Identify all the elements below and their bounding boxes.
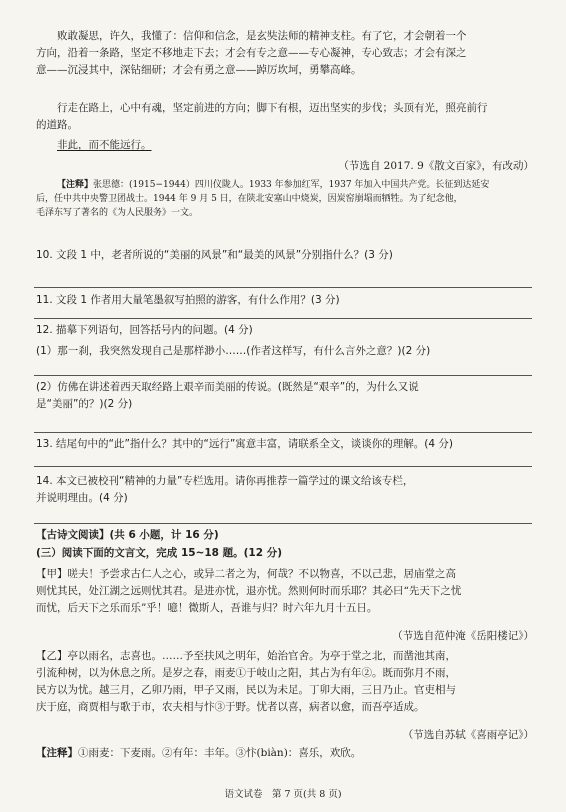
- text-line: 庆于庭，商贾相与歌于市，农夫相与忭③于野。忧者以喜，病者以愈，而吾亭适成。: [36, 701, 425, 713]
- text-line: 的道路。: [36, 119, 78, 131]
- note-label: 【注释】: [36, 747, 78, 759]
- question-12-2-line: (2）仿佛在讲述着西天取经路上艰辛而美丽的传说。(既然是“艰辛”的，为什么又说: [36, 381, 419, 393]
- text-line: 方向，沿着一条路，坚定不移地走下去；才会有专之意——专心凝神，专心致志；才会有深之: [36, 47, 467, 59]
- question-14-line: 并说明理由。(4 分): [36, 492, 128, 504]
- jia-source: （节选自范仲淹《岳阳楼记》）: [392, 630, 534, 642]
- text-line: 而忧，后天下之乐而乐”乎！噫！微斯人，吾谁与归？时六年九月十五日。: [36, 602, 378, 614]
- question-14-line: 14. 本文已被校刊“精神的力量”专栏选用。请你再推荐一篇学过的课文给该专栏，: [36, 475, 414, 487]
- yi-source: （节选自苏轼《喜雨亭记》）: [402, 729, 534, 741]
- question-14: [36, 473, 534, 507]
- text-line: 引流种树，以为休息之所。是岁之春，雨麦①于岐山之阳，其占为有年②。既而弥月不雨，: [36, 667, 456, 679]
- section-subheader: (三）阅读下面的文言文，完成 15~18 题。(12 分): [36, 547, 282, 559]
- note-text: ①雨麦：下麦雨。②有年：丰年。③忭(biàn)：喜乐，欢欣。: [78, 747, 362, 759]
- text-line: 败敢凝思，许久，我懂了：信仰和信念，是玄奘法师的精神支柱。有了它，才会朝着一个: [57, 30, 467, 42]
- classical-text-yi: [36, 648, 534, 716]
- text-line: 则忧其民，处江湖之远则忧其君。是进亦忧，退亦忧。然则何时而乐耶？其必曰“先天下之忧: [36, 585, 462, 597]
- question-11: 11. 文段 1 作者用大量笔墨叙写拍照的游客，有什么作用？(3 分): [36, 294, 340, 306]
- text-line: 行走在路上，心中有魂，坚定前进的方向；脚下有根，迈出坚实的步伐；头顶有光，照亮前行: [57, 102, 488, 114]
- passage-source: （节选自 2017. 9《散文百家》，有改动）: [338, 160, 534, 172]
- classical-text-jia: [36, 566, 534, 617]
- passage-note: [36, 178, 534, 220]
- text-line: 意——沉浸其中，深钻细研；才会有勇之意——踔厉坎坷，勇攀高峰。: [36, 64, 362, 76]
- yi-note: [36, 745, 534, 762]
- text-line: 【乙】亭以雨名，志喜也。……予至扶风之明年，始治官舍。为亭于堂之北，而凿池其南，: [36, 650, 456, 662]
- passage-paragraph-1: [36, 28, 534, 79]
- question-13: 13. 结尾句中的“此”指什么？其中的“远行”寓意丰富，请联系全文，谈谈你的理解。(4 分): [36, 438, 454, 450]
- note-text: 后，任中共中央警卫团战士。1944 年 9 月 5 日，在陕北安塞山中烧炭，因炭窑崩塌而牺牲。为了纪念他，: [36, 194, 463, 204]
- answer-line: [34, 432, 532, 433]
- answer-line: [34, 318, 532, 319]
- answer-line: [34, 466, 532, 467]
- answer-line: [34, 287, 532, 288]
- answer-line: [34, 375, 532, 376]
- passage-paragraph-3: [36, 137, 534, 154]
- section-header: 【古诗文阅读】(共 6 小题，计 16 分): [36, 529, 219, 541]
- text-line: 民方以为忧。越三月，乙卯乃雨，甲子又雨，民以为未足。丁卯大雨，三日乃止。官吏相与: [36, 684, 456, 696]
- question-12-1: (1）那一刹，我突然发现自己是那样渺小……(作者这样写，有什么言外之意？)(2 分): [36, 345, 431, 357]
- closing-sentence: 非此，而不能远行。: [57, 139, 152, 151]
- question-10: 10. 文段 1 中，老者所说的“美丽的风景”和“最美的风景”分别指什么？(3 分): [36, 249, 393, 261]
- note-text: 毛泽东写了著名的《为人民服务》一文。: [36, 208, 199, 218]
- answer-line: [34, 523, 532, 524]
- question-12-2-line: 是“美丽”的？)(2 分): [36, 398, 133, 410]
- question-12-2: [36, 379, 534, 413]
- passage-paragraph-2: [36, 100, 534, 134]
- note-label: 【注释】: [57, 180, 94, 190]
- text-line: 【甲】嗟夫！予尝求古仁人之心，或异二者之为，何哉？不以物喜，不以己悲，居庙堂之高: [36, 568, 456, 580]
- page-footer: 语文试卷 第 7 页(共 8 页): [224, 789, 342, 800]
- question-12: 12. 描摹下列语句，回答括号内的问题。(4 分): [36, 324, 253, 336]
- note-text: 张思德：(1915−1944）四川仪陇人。1933 年参加红军，1937 年加入中国共产党。长征到达延安: [93, 180, 490, 190]
